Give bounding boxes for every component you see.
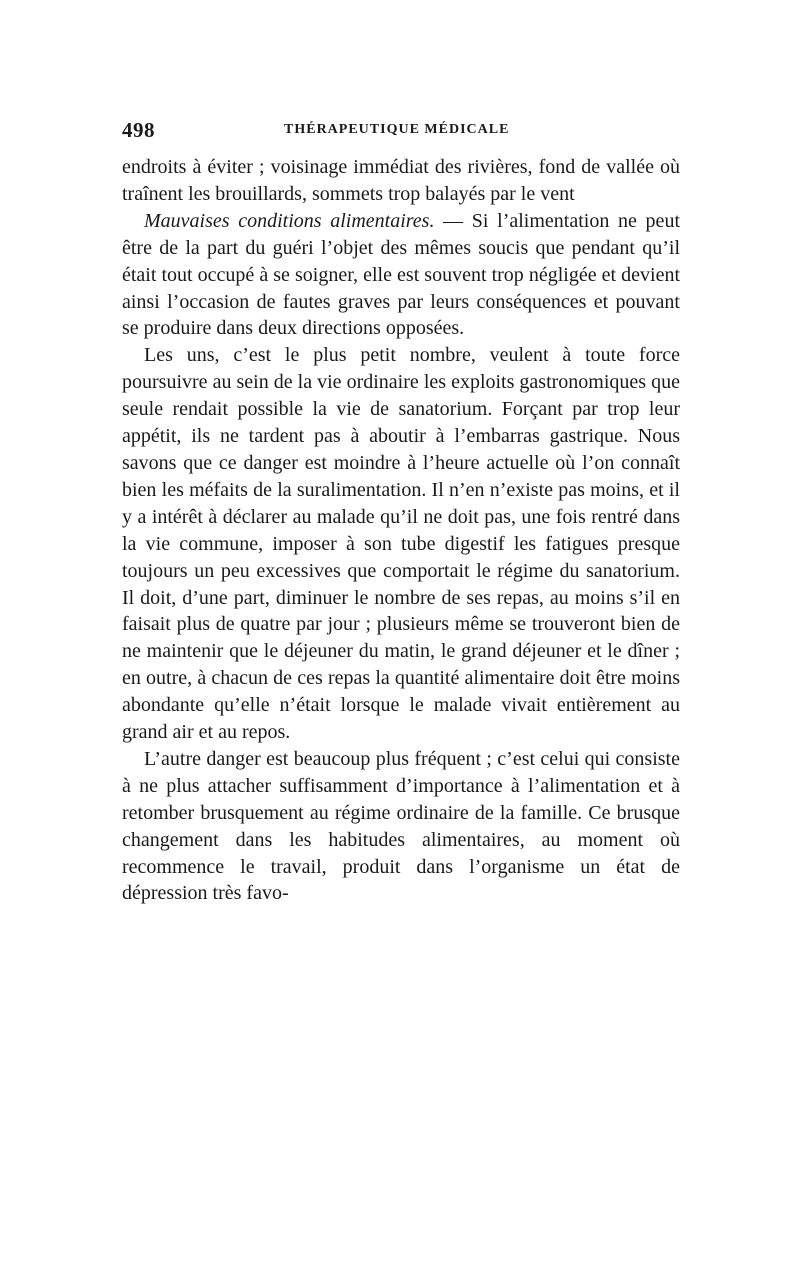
running-head	[122, 118, 680, 144]
paragraph-4: L’autre danger est beaucoup plus fréquent ; c’est celui qui consiste à ne plus attacher suffisamment d’importance à l’alimentation et à retomber brusquement au régime ordinaire de la famille. Ce brusque changement dans les habitudes alimentaires, au moment où recommence le travail, produit dans l’organisme un état de dépression très favo-	[122, 747, 680, 905]
section-heading: Mauvaises conditions alimentaires.	[144, 209, 435, 232]
running-title: THÉRAPEUTIQUE MÉDICALE	[284, 122, 510, 137]
paragraph-2	[122, 208, 680, 343]
page-number: 498	[122, 118, 155, 142]
paragraph-2-text: — Si l’alimentation ne peut être de la part du guéri l’objet des mêmes soucis que pendant qu’il était tout occupé à se soigner, elle est souvent trop négligée et devient ainsi l’occasion de fautes graves par leurs conséquences et pouvant se produire dans deux directions opposées.	[122, 209, 680, 340]
paragraph-3: Les uns, c’est le plus petit nombre, veulent à toute force poursuivre au sein de la vie ordinaire les exploits gastronomiques que seule rendait possible la vie de sanatorium. Forçant par trop leur appétit, ils ne tardent pas à aboutir à l’embarras gastrique. Nous savons que ce danger est moindre à l’heure actuelle où l’on connaît bien les méfaits de la suralimentation. Il n’en n’existe pas moins, et il y a intérêt à déclarer au malade qu’il ne doit pas, une fois rentré dans la vie commune, imposer à son tube digestif les fatigues presque toujours un peu excessives que comportait le régime du sanatorium. Il doit, d’une part, diminuer le nombre de ses repas, au moins s’il en faisait plus de quatre par jour ; plusieurs même se trouveront bien de ne maintenir que le déjeuner du matin, le grand déjeuner et le dîner ; en outre, à chacun de ces repas la quantité alimentaire doit être moins abondante qu’elle n’était lorsque le malade vivait entièrement au grand air et au repos.	[122, 344, 680, 744]
body-text	[122, 154, 680, 907]
paragraph-1: endroits à éviter ; voisinage immédiat des rivières, fond de vallée où traînent les brouillards, sommets trop balayés par le vent	[122, 156, 680, 205]
